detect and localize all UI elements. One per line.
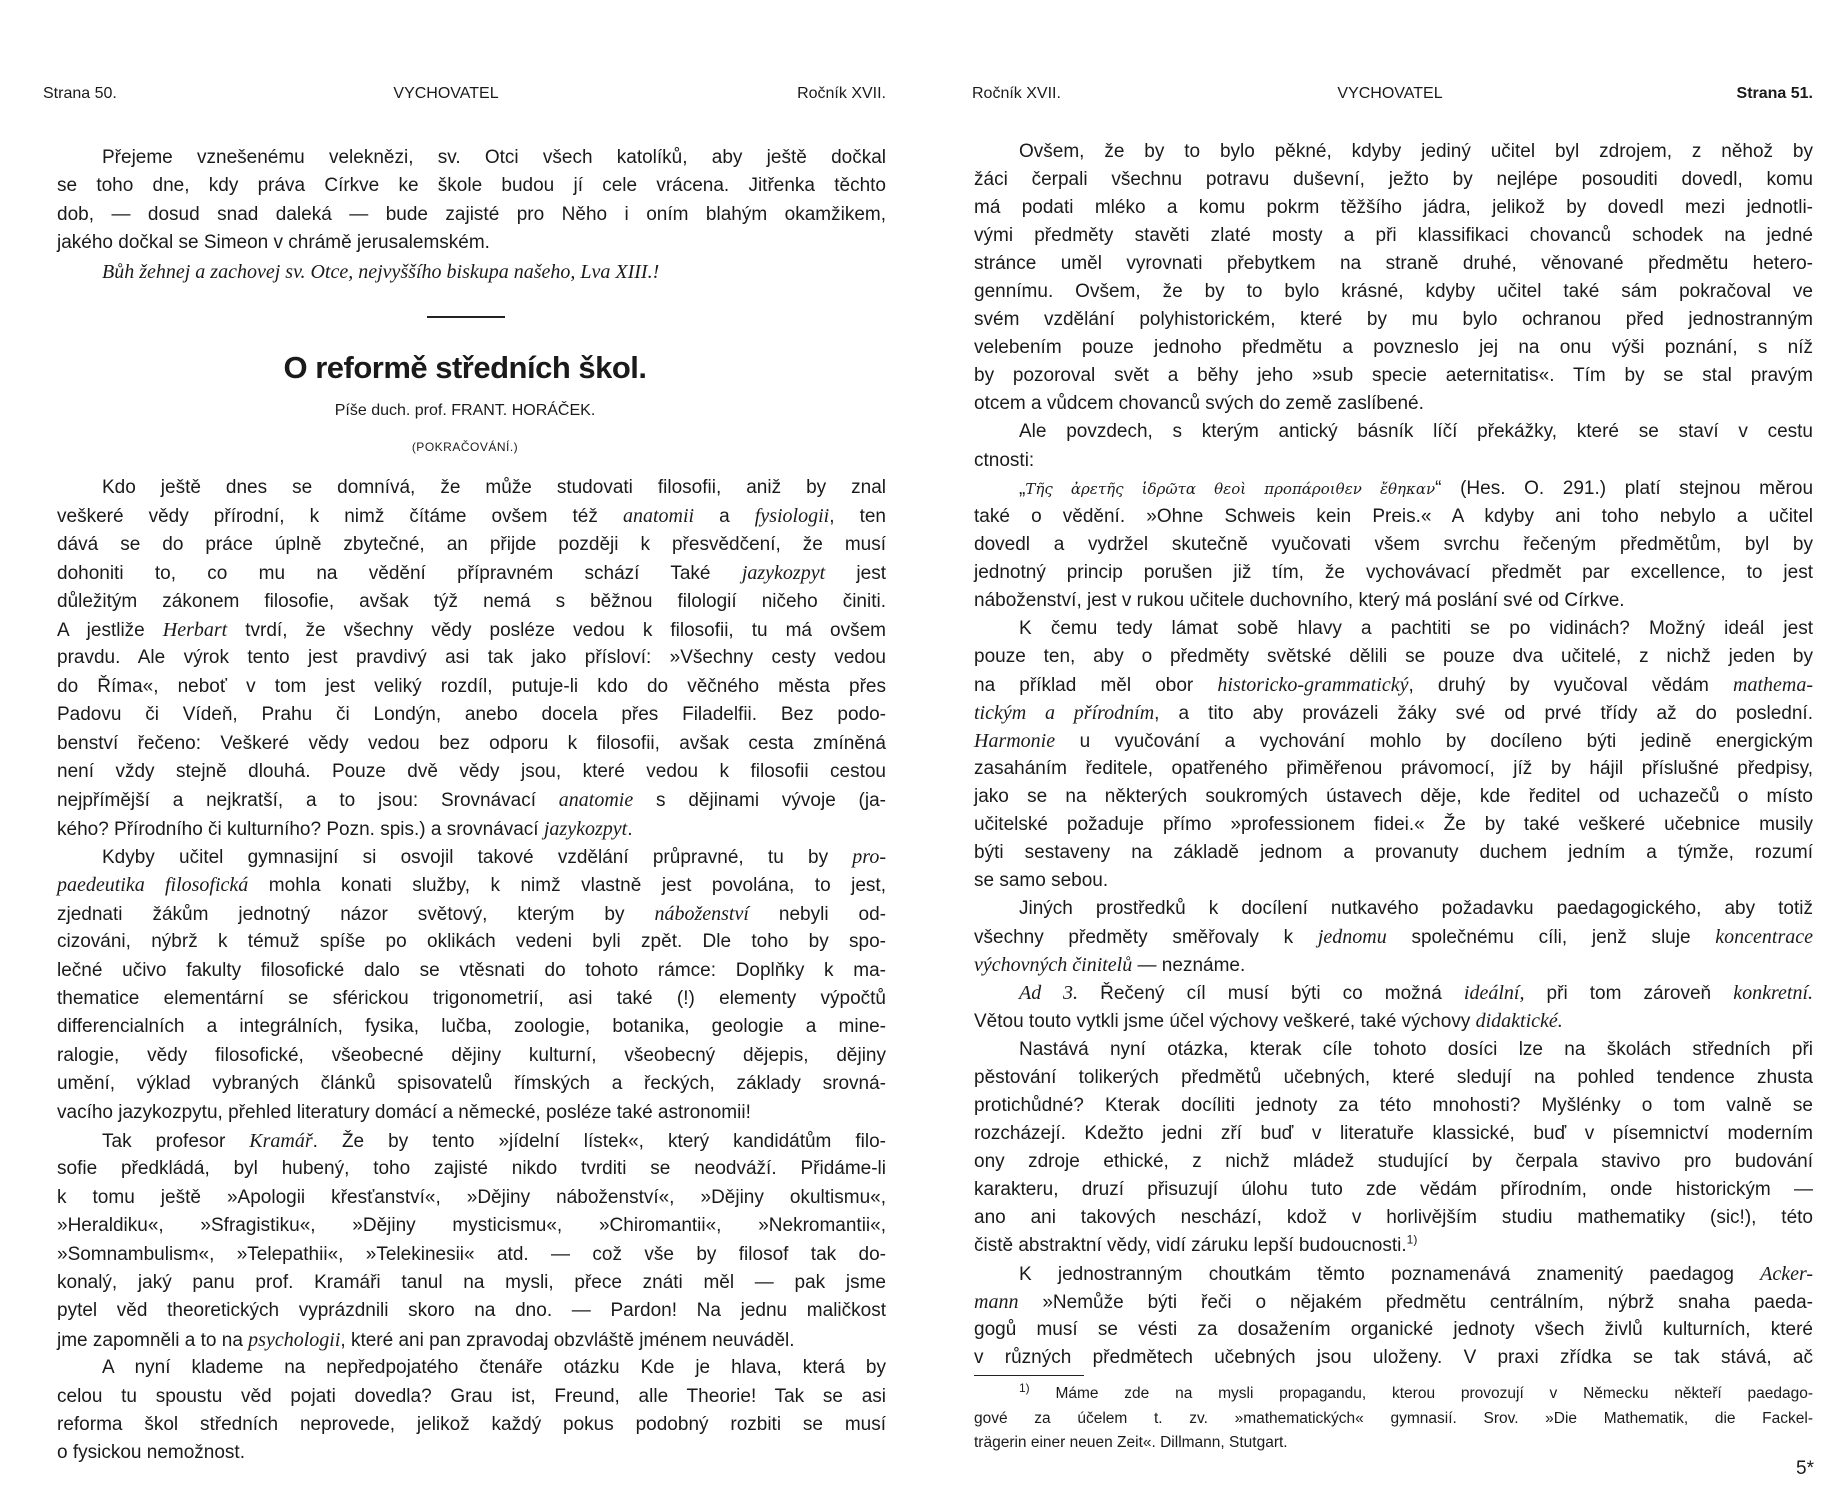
text-segment: thematice elementární se sférickou trigonometrií, asi také (!) elementy výpočtů	[57, 988, 886, 1010]
page-number: Strana 50.	[43, 85, 117, 102]
text-line	[974, 979, 1813, 1007]
text-segment: Větou touto vytkli jsme účel výchovy veškeré, také výchovy	[974, 1011, 1476, 1033]
paragraph	[57, 474, 886, 843]
text-segment: stránce uměl vyrovnati přebytkem na straně druhé, věnované předmětu hetero-	[974, 253, 1813, 275]
paragraph	[974, 1036, 1813, 1260]
text-line	[974, 727, 1813, 755]
text-line	[57, 1383, 886, 1411]
text-line	[974, 699, 1813, 727]
text-segment: vými předměty stavěti zlaté mosty a při klassifikaci chovanců schodek na jedné	[974, 225, 1813, 247]
text-segment: není vždy stejně dlouhá. Pouze dvě vědy jsou, které vedou k filosofii cestou	[57, 760, 886, 782]
text-line	[57, 815, 886, 843]
text-line	[57, 172, 886, 200]
text-segment: karakteru, druzí přisuzují úlohu tuto zde vědám přírodním, onde historickým —	[974, 1178, 1813, 1200]
text-segment: všechny předměty směřovaly k	[974, 927, 1318, 949]
text-segment: benství řečeno: Veškeré vědy vedou bez odporu k filosofii, avšak cesta zmíněná	[57, 732, 886, 754]
text-line	[57, 1155, 886, 1183]
text-segment: dává se do práce úplně zbytečné, an přijde později k přesvědčení, že musí	[57, 533, 886, 555]
text-line	[57, 758, 886, 786]
italic-emphasis: jazykozpyt	[741, 562, 826, 585]
text-segment: »Somnambulism«, »Telepathii«, »Telekinesii« atd. — což vše by filosof tak do-	[57, 1243, 886, 1265]
text-line	[974, 615, 1813, 643]
text-segment: se toho dne, kdy práva Církve ke škole budou jí cele vrácena. Jitřenka těchto	[57, 175, 886, 197]
text-segment: do Říma«, neboť v tom jest veliký rozdíl, putuje-li kdo do věčného města přes	[57, 675, 886, 697]
paragraph	[57, 843, 886, 1127]
text-line	[57, 786, 886, 814]
italic-emphasis: jednomu	[1317, 926, 1387, 949]
intro-text	[57, 144, 886, 286]
left-body-text	[57, 474, 886, 1468]
text-segment: se samo sebou.	[974, 870, 1109, 892]
text-segment: Přejeme vznešenému veleknězi, sv. Otci všech katolíků, aby ještě dočkal	[102, 147, 886, 168]
text-segment: vacího jazykozpytu, přehled literatury domácí a německé, posléze také astronomii!	[57, 1101, 751, 1123]
text-segment: “ (Hes. O. 291.) platí stejnou měrou	[1435, 477, 1814, 499]
paragraph	[57, 1354, 886, 1468]
text-segment: rozcházejí. Kdežto jedni zří buď v literatuře klassické, buď v písemnictví moderním	[974, 1122, 1813, 1144]
text-segment: , ten	[829, 506, 886, 528]
paragraph	[57, 258, 886, 286]
italic-emphasis: ideální,	[1463, 982, 1525, 1005]
italic-emphasis: paedeutika filosofická	[57, 874, 249, 897]
text-segment: u vyučování a vychování mohlo by docíleno býti jedině energickým	[1055, 730, 1813, 752]
italic-emphasis: mann	[974, 1290, 1019, 1313]
text-line	[57, 1099, 886, 1127]
text-line	[57, 229, 886, 257]
text-line	[57, 900, 886, 928]
text-segment: o fysickou nemožnost.	[57, 1442, 245, 1464]
text-line	[974, 839, 1813, 867]
paragraph	[974, 138, 1813, 418]
italic-emphasis: anatomie	[558, 789, 634, 812]
italic-emphasis: tickým a přírodním	[974, 701, 1155, 724]
text-segment: Kdo ještě dnes se domnívá, že může studovati filosofii, aniž by znal	[102, 477, 886, 498]
text-line	[974, 447, 1813, 475]
text-segment: Řečený cíl musí býti co možná	[1078, 983, 1464, 1005]
text-line	[974, 1407, 1813, 1432]
text-line	[974, 1288, 1813, 1316]
text-segment: Tak profesor	[102, 1130, 250, 1152]
text-line	[57, 1326, 886, 1354]
text-segment: tvrdí, že všechny vědy posléze vedou k filosofii, tu má ovšem	[227, 619, 886, 641]
text-line	[57, 871, 886, 899]
italic-emphasis: fysiologii	[754, 505, 830, 528]
text-line	[57, 1070, 886, 1098]
section-divider	[427, 316, 505, 318]
text-segment: při tom zároveň	[1524, 983, 1734, 1005]
text-segment: A jestliže	[57, 619, 163, 641]
text-line	[974, 1204, 1813, 1232]
italic-emphasis: Kramář	[249, 1129, 313, 1152]
text-line	[57, 985, 886, 1013]
text-segment: , které ani pan zpravodaj obzvláště jménem neuváděl.	[340, 1329, 795, 1351]
paragraph	[974, 615, 1813, 895]
text-segment: lečné učivo fakulty filosofické dalo se vtěsnati do tohoto rámce: Doplňky k ma-	[57, 959, 886, 981]
right-body-text	[974, 138, 1813, 1372]
text-segment: zasaháním ředitele, opatřeného přiměřenou právomocí, jíž by hájil příslušné předpisy,	[974, 758, 1813, 780]
text-segment: K čemu tedy lámat sobě hlavy a pachtiti se po vidinách? Možný ideál jest	[1019, 617, 1813, 639]
text-segment: otcem a vůdcem chovanců svých do země zaslíbené.	[974, 393, 1424, 415]
text-line	[974, 418, 1813, 446]
italic-emphasis: jazykozpyt	[543, 817, 628, 840]
italic-emphasis: výchovných činitelů	[974, 954, 1133, 977]
text-segment: s dějinami vývoje (ja-	[633, 790, 887, 812]
text-line	[974, 1064, 1813, 1092]
text-segment: pouze ten, aby o předměty světské dělili se pouze dva učitelé, z nichž jeden by	[974, 645, 1813, 667]
text-line	[57, 928, 886, 956]
text-line	[57, 1411, 886, 1439]
text-segment: mohla konati služby, k nimž vlastně jest povolána, to jest,	[248, 875, 886, 897]
italic-emphasis: Acker-	[1760, 1262, 1813, 1285]
greek-quote: Τῆς ἀρετῆς ἱδρῶτα θεοὶ προπάροιθεν ἔθηκαν	[1025, 479, 1436, 498]
text-segment: jako se na některých soukromých ústavech děje, kde ředitel od uchazečů o místo	[974, 786, 1813, 808]
text-segment: Jiných prostředků k docílení nutkavého požadavku paedagogického, aby totiž	[1019, 898, 1813, 920]
text-line	[974, 475, 1813, 503]
text-segment: žáci čerpali všechnu potravu duševní, ježto by nejlépe posouditi dovedl, komu	[974, 169, 1813, 191]
text-line	[974, 559, 1813, 587]
text-line	[57, 616, 886, 644]
text-line	[974, 755, 1813, 783]
paragraph	[974, 979, 1813, 1035]
text-line	[57, 474, 886, 502]
text-segment: gové za účelem t. zv. »mathematických« gymnasií. Srov. »Die Mathematik, die Fackel-	[974, 1409, 1813, 1427]
text-segment: má podati mléko a komu pokrm těžšího jádra, jelikož by dovedl mezi jednotli-	[974, 197, 1813, 219]
paragraph	[57, 144, 886, 258]
italic-emphasis: Bůh žehnej a zachovej sv. Otce, nejvyššího biskupa našeho, Lva XIII.!	[102, 260, 660, 283]
text-segment: »Nemůže býti řeči o nějakém předmětu centrálním, nýbrž snaha paeda-	[1018, 1291, 1813, 1313]
text-segment: ctnosti:	[974, 449, 1035, 471]
text-segment: umění, výklad vybraných článků spisovatelů římských a řeckých, základy srovná-	[57, 1073, 886, 1095]
text-segment: důležitým zákonem filosofie, avšak týž nemá s běžnou filologií ničeho činiti.	[57, 590, 886, 612]
text-line	[974, 895, 1813, 923]
italic-emphasis: historicko-grammatický	[1217, 673, 1409, 696]
text-segment: Padovu či Vídeň, Prahu či Londýn, anebo docela přes Filadelfii. Bez podo-	[57, 704, 886, 726]
text-line	[974, 503, 1813, 531]
footnote-rule	[974, 1375, 1084, 1376]
text-segment: differencialních a integrálních, fysika, lučba, zoologie, botanika, geologie a mine-	[57, 1016, 886, 1038]
footnote	[974, 1382, 1813, 1456]
footnote-marker: 1)	[1019, 1380, 1030, 1395]
text-segment: celou tu spoustu věd pojati dovedla? Grau ist, Freund, alle Theorie! Tak se asi	[57, 1385, 886, 1407]
text-segment: Ovšem, že by to bylo pěkné, kdyby jediný učitel byl zdrojem, z něhož by	[1019, 141, 1813, 162]
text-segment: velebením pouze jednoho předmětu a povzneslo jej na onu výši poznání, s níž	[974, 337, 1813, 359]
text-segment: gogů musí se vésti za dosažením organické jednoty všech živlů kulturních, které	[974, 1318, 1813, 1340]
text-segment: kého? Přírodního či kulturního? Pozn. spis.) a srovnávací	[57, 818, 544, 840]
text-line	[57, 559, 886, 587]
text-line	[57, 701, 886, 729]
text-line	[57, 843, 886, 871]
text-line	[974, 1316, 1813, 1344]
text-line	[57, 1042, 886, 1070]
text-segment: zjednati žákům jednotný názor světový, kterým by	[57, 903, 655, 925]
text-segment: .	[627, 818, 633, 840]
text-segment: pěstování tolikerých předmětů učebných, které sledují na pohled tendence zhusta	[974, 1066, 1813, 1088]
text-segment: ano ani takových neschází, kdož v horlivějším studiu mathematiky (sic!), této	[974, 1206, 1813, 1228]
text-line	[57, 1241, 886, 1269]
text-line	[57, 644, 886, 672]
text-segment: protichůdné? Kterak docíliti jednoty za této mnohosti? Myšlénky o tom valně se	[974, 1094, 1813, 1116]
article-author: Píše duch. prof. FRANT. HORÁČEK.	[334, 402, 596, 419]
text-segment: čistě abstraktní vědy, vidí záruku lepší budoucnosti.	[974, 1234, 1407, 1256]
italic-emphasis: Ad 3.	[1019, 982, 1079, 1005]
italic-emphasis: mathema-	[1733, 673, 1814, 696]
text-segment: cizováni, nýbrž k témuž spíše po oklikách vedeni byli zpět. Dle toho by spo-	[57, 931, 886, 953]
text-segment: Kdyby učitel gymnasijní si osvojil takové vzdělání průpravné, tu by	[102, 847, 853, 869]
text-segment: svém vzdělání polyhistorickém, které by mu bylo ochranou před jednostranným	[974, 309, 1813, 331]
page-number: Strana 51.	[1736, 85, 1813, 102]
text-segment: společnému cíli, jenž sluje	[1386, 927, 1716, 949]
text-line	[974, 1120, 1813, 1148]
text-segment: nebyli od-	[748, 903, 886, 925]
text-line	[974, 783, 1813, 811]
italic-emphasis: psychologii	[248, 1328, 341, 1351]
text-line	[974, 811, 1813, 839]
continuation-label: (POKRAČOVÁNÍ.)	[411, 440, 519, 454]
text-segment: gennímu. Ovšem, že by to bylo krásné, kdyby učitel také sám pokračoval ve	[974, 281, 1813, 303]
text-line	[57, 1184, 886, 1212]
text-segment: by pozoroval svět a běhy jeho »sub specie aeternitatis«. Tím by se stal pravým	[974, 365, 1813, 387]
journal-title: VYCHOVATEL	[1337, 85, 1443, 102]
text-line	[57, 258, 886, 286]
italic-emphasis: konkretní.	[1733, 982, 1814, 1005]
text-line	[974, 1232, 1813, 1260]
text-segment: v různých předmětech učebných jsou uloženy. V praxi zřídka se tak stává, ač	[974, 1347, 1813, 1369]
text-segment: reforma škol středních neprovede, jelikož každý pokus podobný rozbiti se musí	[57, 1413, 886, 1435]
paragraph	[974, 475, 1813, 615]
text-line	[974, 1431, 1813, 1456]
text-line	[974, 1092, 1813, 1120]
text-line	[974, 1036, 1813, 1064]
text-segment: pravdu. Ale výrok tento jest pravdivý asi tak jako přísloví: »Všechny cesty vedou	[57, 647, 886, 669]
text-segment: jme zapomněli a to na	[57, 1329, 249, 1351]
text-line	[974, 362, 1813, 390]
text-segment: dovedl a vydržel skutečně vyučovati všem svrchu řečeným předmětům, byl by	[974, 533, 1813, 555]
text-line	[974, 867, 1813, 895]
text-segment: náboženství, jest v rukou učitele duchovního, který má poslání své od Církve.	[974, 589, 1625, 611]
text-segment: K jednostranným choutkám těmto poznamenává znamenitý paedagog	[1019, 1263, 1761, 1285]
text-segment: trägerin einer neuen Zeit«. Dillmann, Stutgart.	[974, 1434, 1288, 1451]
italic-emphasis: Herbart	[162, 618, 228, 641]
italic-emphasis: náboženství	[654, 902, 749, 925]
text-line	[974, 1007, 1813, 1035]
text-line	[974, 923, 1813, 951]
text-line	[974, 643, 1813, 671]
text-segment: na příklad měl obor	[974, 674, 1218, 696]
text-line	[57, 1013, 886, 1041]
text-line	[974, 671, 1813, 699]
volume-label: Ročník XVII.	[797, 85, 886, 102]
text-segment: ralogie, vědy filosofické, všeobecné dějiny kulturní, všeobecný dějepis, dějiny	[57, 1044, 886, 1066]
text-segment: Ale povzdech, s kterým antický básník líčí překážky, které se staví v cestu	[1019, 421, 1813, 443]
text-line	[974, 390, 1813, 418]
text-segment: dohoniti to, co mu na vědění přípravném schází Také	[57, 563, 742, 585]
text-segment: a	[694, 506, 755, 528]
text-line	[974, 1382, 1813, 1407]
text-segment: , a tito aby provázeli žáky své od prvé třídy až do poslední.	[1154, 702, 1813, 724]
text-line	[974, 587, 1813, 615]
text-segment: Nastává nyní otázka, kterak cíle tohoto dosíci lze na školách středních při	[1019, 1038, 1813, 1060]
text-line	[57, 588, 886, 616]
article-title: O reformě středních škol.	[283, 350, 647, 385]
text-segment: — neznáme.	[1132, 955, 1246, 977]
text-line	[57, 201, 886, 229]
italic-emphasis: pro-	[852, 846, 886, 869]
text-line	[974, 166, 1813, 194]
text-line	[57, 1354, 886, 1382]
text-line	[57, 502, 886, 530]
text-line	[57, 1297, 886, 1325]
text-line	[57, 730, 886, 758]
text-segment: býti sestaveny na základě jednom a provanuty duchem jedním a týmže, rozumí	[974, 842, 1813, 864]
text-segment: dob, — dosud snad daleká — bude zajisté pro Něho i oním blahým okamžikem,	[57, 203, 886, 225]
text-line	[974, 194, 1813, 222]
text-line	[57, 144, 886, 172]
text-segment: »Heraldiku«, »Sfragistiku«, »Dějiny mysticismu«, »Chiromantii«, »Nekromantii«,	[57, 1215, 886, 1237]
text-segment: k tomu ještě »Apologii křesťanství«, »Dějiny náboženství«, »Dějiny okultismu«,	[57, 1186, 886, 1208]
volume-label: Ročník XVII.	[972, 85, 1061, 102]
paragraph	[974, 418, 1813, 474]
text-line	[57, 1212, 886, 1240]
text-segment: , druhý by vyučoval vědám	[1408, 674, 1734, 696]
text-line	[974, 531, 1813, 559]
text-line	[974, 278, 1813, 306]
text-line	[57, 1269, 886, 1297]
text-segment: konalý, jaký panu prof. Kramáři tanul na mysli, přece znáti měl — pak jsme	[57, 1271, 886, 1293]
text-segment: „	[1019, 477, 1026, 499]
text-segment: učitelské požaduje přímo »professionem fidei.« Že by také veškeré učebnice musily	[974, 814, 1813, 836]
paragraph	[974, 895, 1813, 979]
text-line	[974, 1260, 1813, 1288]
paragraph	[57, 1127, 886, 1354]
italic-emphasis: koncentrace	[1715, 926, 1813, 949]
italic-emphasis: Harmonie	[974, 729, 1056, 752]
text-segment: nejpřímější a nejkratší, a to jsou: Srovnávací	[57, 790, 559, 812]
text-line	[974, 222, 1813, 250]
journal-title: VYCHOVATEL	[393, 85, 499, 102]
text-segment: pytel věd theoretických vyprázdnili skoro na dno. — Pardon! Na jednu maličkost	[57, 1300, 886, 1322]
text-line	[57, 1127, 886, 1155]
text-segment: jakého dočkal se Simeon v chrámě jerusalemském.	[57, 232, 490, 254]
text-line	[974, 334, 1813, 362]
paragraph	[974, 1382, 1813, 1456]
signature-mark: 5*	[1796, 1458, 1814, 1479]
text-segment: sofie předkládá, byl hubený, toho zajisté nikdo tvrditi se neodváží. Přidáme-li	[57, 1158, 886, 1180]
text-segment: Máme zde na mysli propagandu, kterou provozují v Německu někteří paedago-	[1029, 1385, 1813, 1402]
text-line	[974, 306, 1813, 334]
text-segment: jest	[825, 563, 886, 585]
text-line	[974, 1148, 1813, 1176]
text-line	[57, 957, 886, 985]
text-segment: ony zdroje ethické, z nichž mládež studující by čerpala stavivo pro budování	[974, 1150, 1813, 1172]
italic-emphasis: didaktické.	[1475, 1010, 1563, 1033]
text-line	[57, 1439, 886, 1467]
paragraph	[974, 1260, 1813, 1372]
text-line	[57, 673, 886, 701]
text-segment: . Že by tento »jídelní lístek«, který kandidátům filo-	[312, 1130, 887, 1152]
footnote-marker: 1)	[1406, 1232, 1418, 1247]
text-line	[974, 1344, 1813, 1372]
text-segment: jednotný princip porušen již tím, že vychovávací předmět par excellence, to jest	[974, 561, 1813, 583]
text-line	[57, 531, 886, 559]
text-segment: také o vědění. »Ohne Schweis kein Preis.« A kdyby ani toho nebylo a učitel	[974, 505, 1813, 527]
text-line	[974, 951, 1813, 979]
text-line	[974, 250, 1813, 278]
text-line	[974, 1176, 1813, 1204]
italic-emphasis: anatomii	[622, 505, 695, 528]
text-segment: A nyní klademe na nepředpojatého čtenáře otázku Kde je hlava, která by	[102, 1357, 886, 1379]
text-line	[974, 138, 1813, 166]
text-segment: veškeré vědy přírodní, k nimž čítáme ovšem též	[57, 506, 623, 528]
